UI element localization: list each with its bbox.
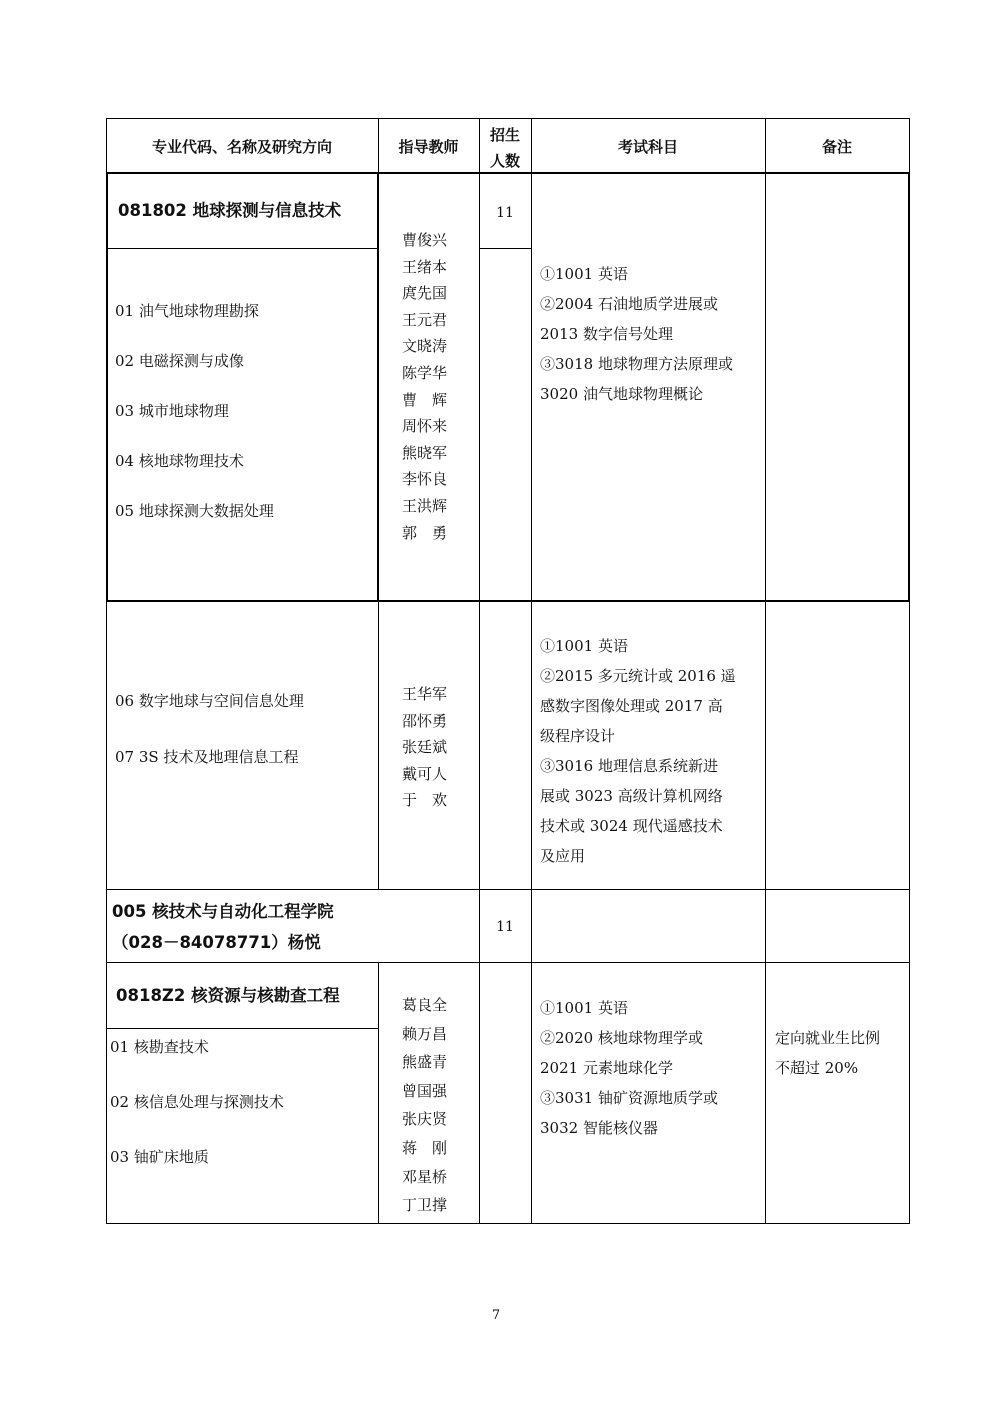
advisor-list: [402, 683, 447, 816]
list-item: ③3031 铀矿资源地质学或: [540, 1089, 718, 1107]
list-item: 陈学华: [402, 363, 448, 382]
list-item: 于 欢: [402, 791, 448, 810]
list-item: 曹俊兴: [402, 231, 448, 249]
list-item: ②2020 核地球物理学或: [540, 1029, 703, 1047]
list-item: 05 地球探测大数据处理: [115, 502, 274, 520]
list-item: 文晓涛: [402, 337, 448, 356]
header-quota-line2: 人数: [489, 152, 520, 170]
header-bottom-border: [106, 172, 910, 174]
table-top-border: [106, 118, 910, 119]
block2-bottom-border: [106, 889, 910, 890]
list-item: 03 城市地球物理: [115, 402, 229, 420]
quota-value: 11: [496, 919, 514, 935]
exam-list: [540, 635, 736, 875]
col-divider-1b: [378, 962, 379, 1224]
list-item: 3020 油气地球物理概论: [540, 385, 703, 403]
list-item: ③3018 地球物理方法原理或: [540, 355, 733, 373]
list-item: 01 核勘查技术: [110, 1038, 209, 1056]
quota-cell-bottom: [479, 248, 531, 249]
list-item: 曾国强: [402, 1081, 448, 1100]
col-divider-4: [765, 118, 766, 1224]
block1-left-thick: [106, 172, 108, 602]
major-title-underline: [106, 248, 378, 249]
advisor-list: [402, 229, 447, 548]
header-quota-line1: 招生: [489, 126, 520, 144]
list-item: 2013 数字信号处理: [540, 325, 673, 343]
list-item: 03 铀矿床地质: [110, 1148, 209, 1166]
college-title: 005 核技术与自动化工程学院: [112, 902, 334, 921]
list-item: 王元君: [402, 310, 448, 329]
block3-bottom-border: [106, 962, 910, 963]
list-item: ①1001 英语: [540, 999, 628, 1017]
list-item: 周怀来: [402, 417, 448, 436]
list-item: 感数字图像处理或 2017 高: [540, 697, 723, 715]
list-item: 葛良全: [402, 996, 448, 1014]
advisor-list: [402, 994, 447, 1223]
list-item: 07 3S 技术及地理信息工程: [115, 748, 299, 766]
list-item: 张廷斌: [402, 738, 448, 757]
list-item: 01 油气地球物理勘探: [115, 302, 259, 320]
quota-value: 11: [496, 205, 514, 221]
list-item: 不超过 20%: [775, 1059, 859, 1077]
list-item: 丁卫撑: [402, 1196, 448, 1215]
list-item: 级程序设计: [540, 727, 616, 745]
list-item: 展或 3023 高级计算机网络: [540, 787, 723, 805]
direction-list: [115, 300, 274, 550]
list-item: 及应用: [540, 847, 586, 865]
list-item: 庹先国: [402, 284, 448, 303]
header-major-name: 专业代码、名称及研究方向: [151, 138, 332, 156]
exam-list: [540, 263, 733, 413]
header-advisor: 指导教师: [398, 138, 459, 156]
direction-list: [115, 690, 304, 802]
table-bottom-border: [106, 1223, 910, 1224]
list-item: 02 电磁探测与成像: [115, 352, 244, 370]
list-item: 赖万昌: [402, 1024, 448, 1043]
col-divider-3: [531, 118, 532, 1224]
list-item: 熊晓军: [402, 443, 448, 462]
list-item: 定向就业生比例: [775, 1029, 881, 1047]
list-item: 王华军: [402, 685, 448, 703]
major2-title-underline: [106, 1028, 378, 1029]
list-item: 张庆贤: [402, 1110, 448, 1129]
list-item: 02 核信息处理与探测技术: [110, 1093, 284, 1111]
list-item: 曹 辉: [402, 390, 448, 409]
list-item: 06 数字地球与空间信息处理: [115, 692, 304, 710]
college-contact: （028－84078771）杨悦: [112, 933, 321, 952]
list-item: 王绪本: [402, 257, 448, 276]
list-item: 邵怀勇: [402, 711, 448, 730]
exam-list: [540, 997, 718, 1147]
list-item: 技术或 3024 现代遥感技术: [540, 817, 723, 835]
list-item: ①1001 英语: [540, 637, 628, 655]
major-title: 0818Z2 核资源与核勘查工程: [116, 986, 340, 1005]
block1-col1-thick: [377, 172, 379, 602]
header-exam-subjects: 考试科目: [617, 138, 678, 156]
direction-list: [110, 1036, 284, 1201]
list-item: 3032 智能核仪器: [540, 1119, 658, 1137]
page-number: 7: [491, 1308, 501, 1323]
col-divider-2: [479, 118, 480, 1224]
notes-list: [775, 1027, 880, 1087]
list-item: ②2015 多元统计或 2016 遥: [540, 667, 736, 685]
list-item: 04 核地球物理技术: [115, 452, 244, 470]
list-item: ①1001 英语: [540, 265, 628, 283]
block1-bottom-border: [106, 600, 910, 602]
list-item: 戴可人: [402, 764, 448, 783]
list-item: 邓星桥: [402, 1167, 448, 1186]
list-item: 2021 元素地球化学: [540, 1059, 673, 1077]
list-item: ②2004 石油地质学进展或: [540, 295, 718, 313]
block1-right-thick: [908, 172, 910, 602]
header-notes: 备注: [821, 138, 852, 156]
list-item: ③3016 地理信息系统新进: [540, 757, 718, 775]
list-item: 蒋 刚: [402, 1138, 448, 1157]
list-item: 熊盛青: [402, 1053, 448, 1072]
list-item: 王洪辉: [402, 496, 448, 515]
list-item: 郭 勇: [402, 523, 448, 542]
major-title: 081802 地球探测与信息技术: [118, 201, 342, 220]
list-item: 李怀良: [402, 470, 448, 489]
